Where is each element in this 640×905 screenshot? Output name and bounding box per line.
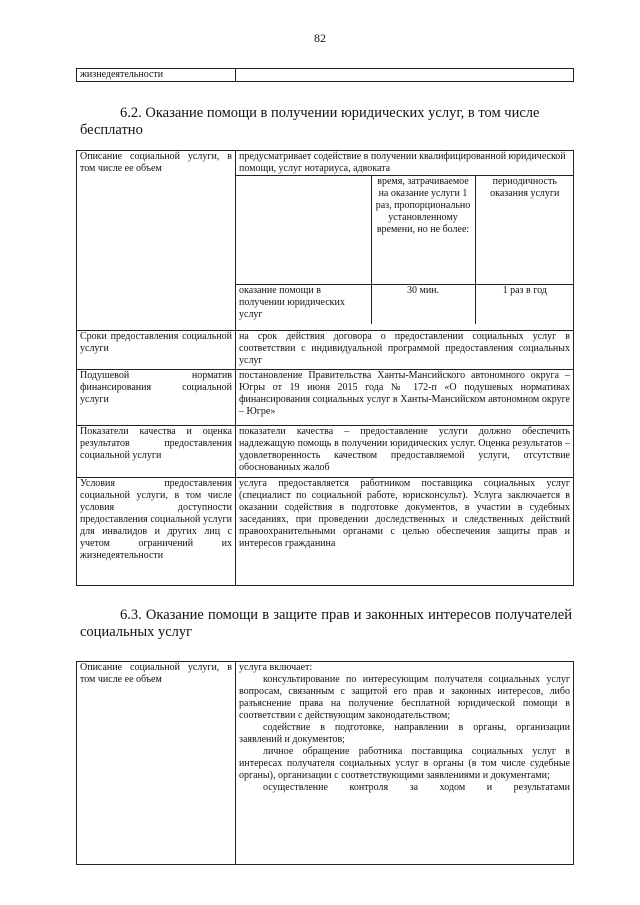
row-value: услуга предоставляется работником поставщика социальных услуг (специалист по социальной работе, юрисконсульт). Услуга заключается в оказании содействия в подготовке документов, в участии в судебных заседаниях, при проведении доследственных и следственных действий правоохранительными органами с целью обеспечения защиты прав и интересов гражданина [236, 478, 574, 586]
period-value: 1 раз в год [475, 284, 574, 324]
service-table-6-3 [76, 661, 574, 865]
row-value: на срок действия договора о предоставлении социальных услуг в соответствии с индивидуальной программой предоставления социальных услуг [236, 331, 574, 370]
row-value: предусматривает содействие в получении квалифицированной юридической помощи, услуг нотариуса, адвоката [239, 151, 566, 174]
table-row [77, 370, 574, 426]
list-item: личное обращение работника поставщика социальных услуг в интересах получателя социальных услуг в органы (в том числе судебные органы), организации с соответствующими заявлениями и документами; [239, 746, 570, 781]
page-number: 82 [314, 31, 326, 45]
row-label: Описание социальной услуги, в том числе ее объем [77, 151, 236, 331]
time-header: время, затрачиваемое на оказание услуги 1 раз, пропорционально установленному времени, но не более: [371, 176, 475, 284]
row-value: постановление Правительства Ханты-Мансийского автономного округа – Югры от 19 июня 2015 года № 172-п «О подушевых нормативах финансирования социальных услуг в Ханты-Мансийском автономном округе – Югре» [236, 370, 574, 426]
service-name: оказание помощи в получении юридических услуг [236, 284, 371, 324]
table-cell [236, 69, 574, 82]
row-label: Подушевой норматив финансирования социальной услуги [77, 370, 236, 426]
list-item: осуществление контроля за ходом и результатами [263, 782, 570, 793]
table-row [77, 662, 574, 865]
list-intro: услуга включает: [239, 662, 313, 673]
row-value: показатели качества – предоставление услуги должно обеспечить надлежащую помощь в получении юридических услуг. Оценка результатов – удовлетворенность качеством предоставляемой услуги, отсутствие обоснованных жалоб [236, 426, 574, 478]
row-label: Показатели качества и оценка результатов предоставления социальной услуги [77, 426, 236, 478]
list-item: содействие в подготовке, направлении в органы, организации заявлений и документов; [239, 722, 570, 745]
section-heading-6-2: 6.2. Оказание помощи в получении юридических услуг, в том числе бесплатно [80, 105, 540, 138]
row-label: Условия предоставления социальной услуги, в том числе условия доступности предоставления социальной услуги для инвалидов и других лиц с учетом ограничений их жизнедеятельности [77, 478, 236, 586]
period-header: периодичность оказания услуги [475, 176, 574, 284]
table-cell: жизнедеятельности [77, 69, 236, 82]
service-table-6-2 [76, 150, 574, 586]
continued-table [76, 68, 574, 82]
table-row [77, 478, 574, 586]
table-cell [236, 176, 371, 284]
table-row [77, 331, 574, 370]
row-label: Сроки предоставления социальной услуги [77, 331, 236, 370]
list-item: консультирование по интересующим получателя социальных услуг вопросам, связанным с защитой его прав и законных интересов, либо разъяснение права на получение бесплатной юридической помощи в соответствии с действующим законодательством; [239, 674, 570, 721]
table-row [77, 151, 574, 331]
table-row [236, 176, 574, 284]
table-row [77, 69, 574, 82]
time-value: 30 мин. [371, 284, 475, 324]
table-row [77, 426, 574, 478]
row-label: Описание социальной услуги, в том числе ее объем [77, 662, 236, 865]
section-heading-6-3: 6.3. Оказание помощи в защите прав и законных интересов получателей социальных услуг [80, 607, 572, 640]
table-row [236, 284, 574, 324]
time-subtable [236, 176, 574, 324]
